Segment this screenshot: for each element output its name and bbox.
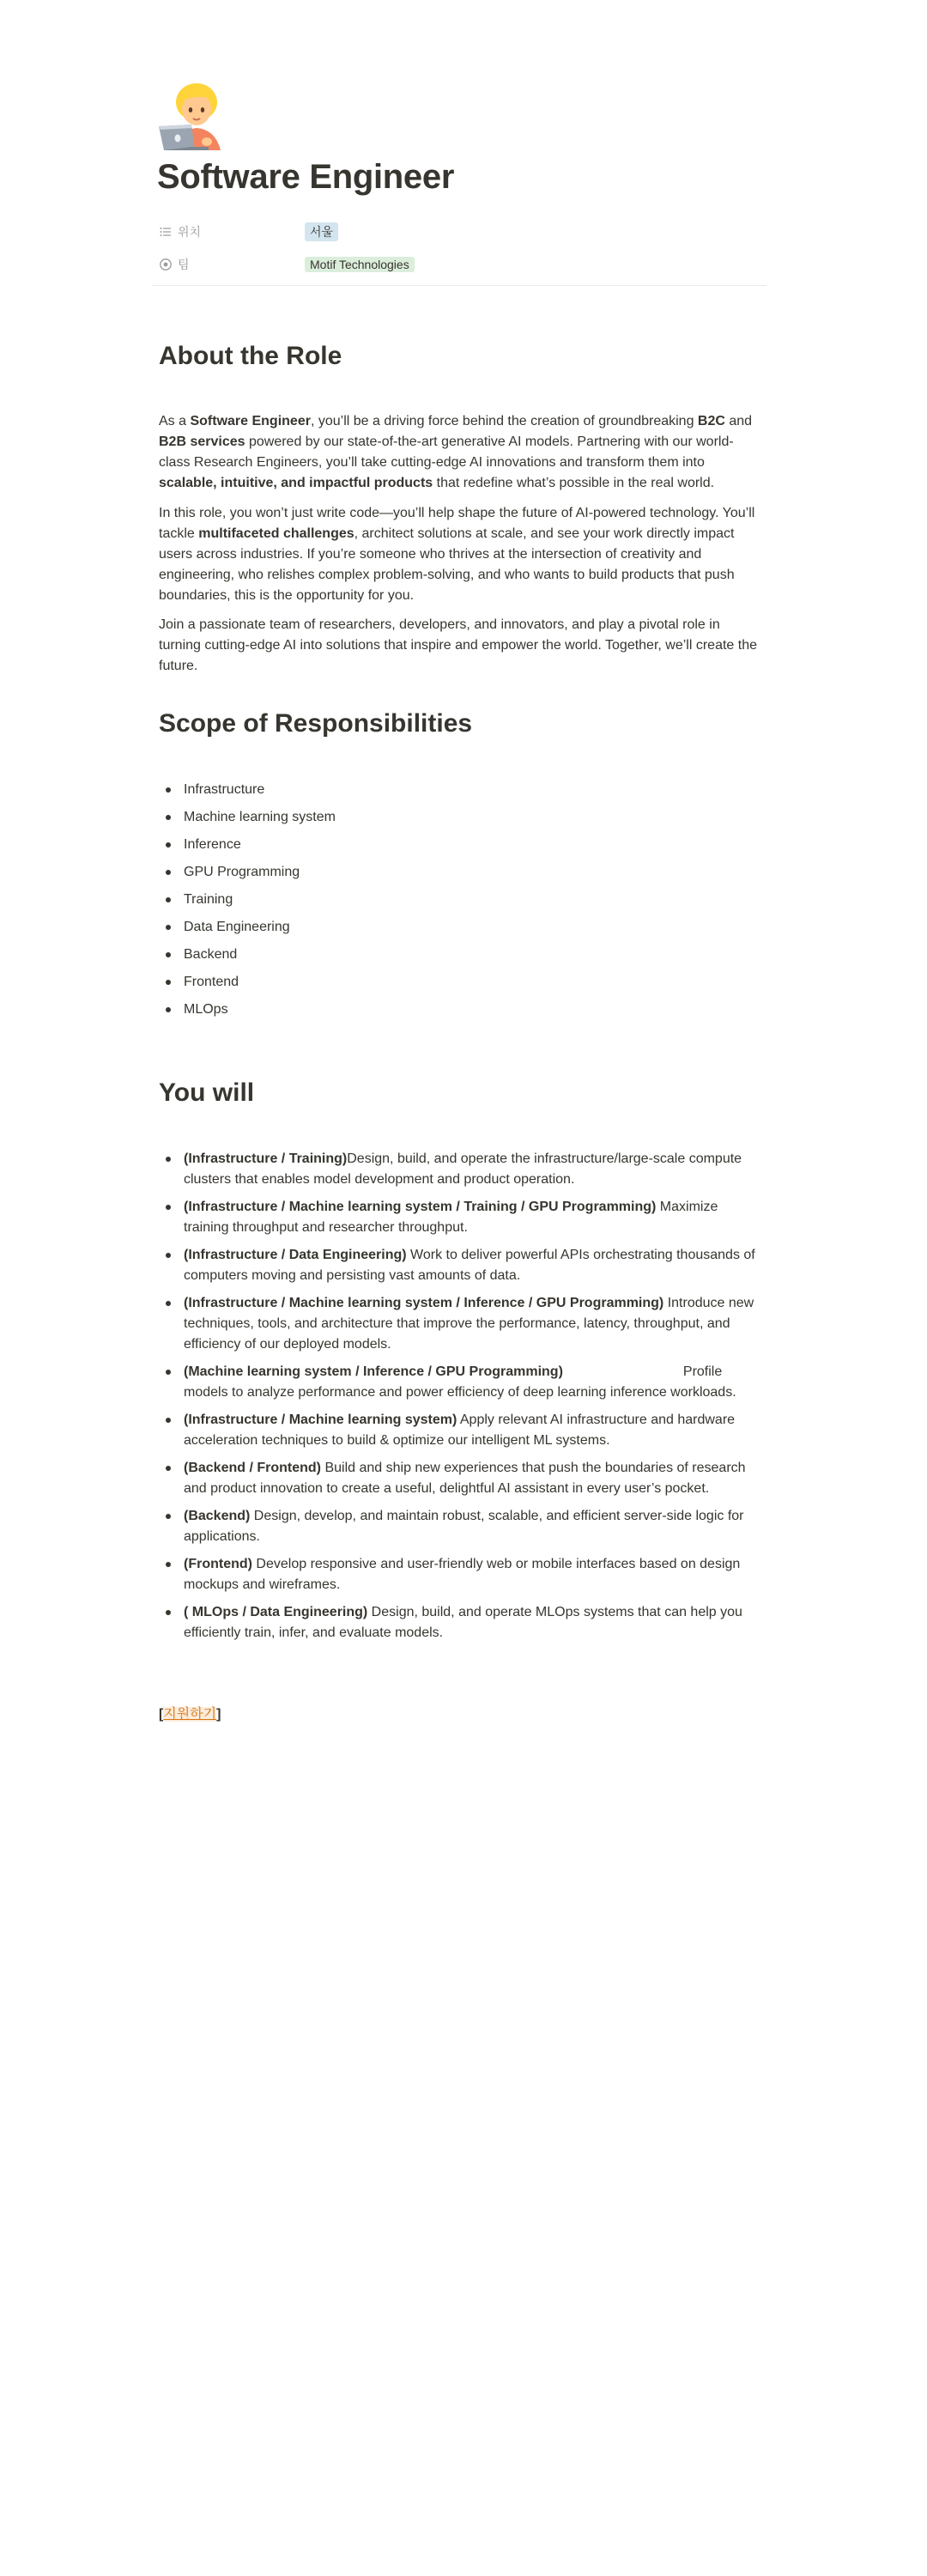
list-item: Machine learning system bbox=[159, 807, 765, 828]
list-item bbox=[159, 1149, 765, 1190]
list-item bbox=[159, 1245, 765, 1286]
area-tag: (Machine learning system / Inference / GPU Programming) bbox=[184, 1364, 563, 1379]
target-icon bbox=[159, 258, 173, 271]
person-with-laptop-icon[interactable] bbox=[157, 82, 226, 150]
text-span: As a bbox=[159, 414, 191, 428]
area-tag: ( MLOps / Data Engineering) bbox=[184, 1605, 368, 1619]
text-span: , architect solutions at scale, and see your work directly impact users across industries. If you’re someone who thrives at the intersection of creativity and engineering, who relishes complex problem-solving, and who wants to build products that push boundaries, this is the opportunity for you. bbox=[159, 526, 735, 603]
bold-span: scalable, intuitive, and impactful products bbox=[159, 476, 433, 490]
list-item bbox=[159, 1458, 765, 1499]
list-item: Backend bbox=[159, 945, 765, 965]
list-item: Frontend bbox=[159, 972, 765, 993]
properties-divider bbox=[152, 285, 766, 286]
property-label: 팀 bbox=[178, 258, 190, 271]
text-span: In this role, you won’t just write code—you’ll help shape the future of AI-powered technology. You’ll tackle bbox=[159, 506, 755, 541]
text-span: and bbox=[724, 414, 753, 428]
list-item: GPU Programming bbox=[159, 862, 765, 883]
list-item: Inference bbox=[159, 835, 765, 855]
property-row-location[interactable] bbox=[159, 222, 338, 242]
list-item: Infrastructure bbox=[159, 780, 765, 800]
item-text: Design, build, and operate MLOps systems that can help you efficiently train, infer, and evaluate models. bbox=[184, 1605, 742, 1640]
text-span: , you’ll be a driving force behind the creation of groundbreaking bbox=[310, 414, 698, 428]
item-text: Maximize training throughput and researcher throughput. bbox=[184, 1200, 718, 1235]
property-name-team bbox=[159, 256, 305, 273]
text-span: powered by our state-of-the-art generative AI models. Partnering with our world-class Research Engineers, you’ll take cutting-edge AI innovations and transform them into bbox=[159, 434, 734, 470]
list-item: Training bbox=[159, 890, 765, 910]
about-paragraph-1 bbox=[159, 411, 760, 494]
list-item bbox=[159, 1506, 765, 1547]
apply-line bbox=[159, 1704, 221, 1725]
area-tag: (Infrastructure / Training) bbox=[184, 1151, 348, 1166]
team-tag[interactable]: Motif Technologies bbox=[305, 257, 415, 272]
page-title: Software Engineer bbox=[157, 158, 455, 196]
property-label: 위치 bbox=[178, 225, 202, 239]
item-text: Introduce new techniques, tools, and architecture that improve the performance, latency, throughput, and efficiency of our deployed models. bbox=[184, 1296, 754, 1352]
bold-span: multifaceted challenges bbox=[198, 526, 354, 541]
area-tag: (Backend / Frontend) bbox=[184, 1461, 322, 1475]
area-tag: (Frontend) bbox=[184, 1557, 252, 1571]
list-item: MLOps bbox=[159, 999, 765, 1020]
area-tag: (Infrastructure / Machine learning system / Training / GPU Programming) bbox=[184, 1200, 657, 1214]
you-will-heading: You will bbox=[159, 1078, 255, 1107]
about-paragraph-2 bbox=[159, 503, 760, 606]
property-name-location bbox=[159, 223, 305, 240]
apply-link[interactable]: 지원하기 bbox=[163, 1707, 217, 1722]
item-text: Design, build, and operate the infrastructure/large-scale compute clusters that enables model development and product operation. bbox=[184, 1151, 742, 1187]
item-text: Build and ship new experiences that push the boundaries of research and product innovation to create a useful, delightful AI assistant in every user’s pocket. bbox=[184, 1461, 746, 1496]
bold-span: Software Engineer bbox=[190, 414, 311, 428]
area-tag: (Infrastructure / Data Engineering) bbox=[184, 1248, 407, 1262]
you-will-list bbox=[159, 1149, 765, 1650]
location-tag[interactable]: 서울 bbox=[305, 222, 338, 241]
text-span: that redefine what’s possible in the real world. bbox=[433, 476, 715, 490]
list-item bbox=[159, 1602, 765, 1643]
bracket: [ bbox=[159, 1707, 164, 1722]
area-tag: (Infrastructure / Machine learning system) bbox=[184, 1413, 457, 1427]
item-text: Apply relevant AI infrastructure and hardware acceleration techniques to build & optimize our intelligent ML systems. bbox=[184, 1413, 736, 1448]
area-tag: (Backend) bbox=[184, 1509, 251, 1523]
item-text: Design, develop, and maintain robust, scalable, and efficient server-side logic for applications. bbox=[184, 1509, 744, 1544]
bold-span: B2C bbox=[697, 414, 725, 428]
scope-heading: Scope of Responsibilities bbox=[159, 709, 473, 738]
list-item: Data Engineering bbox=[159, 917, 765, 938]
list-item bbox=[159, 1362, 765, 1403]
property-row-team[interactable] bbox=[159, 254, 415, 275]
list-item bbox=[159, 1554, 765, 1595]
bracket: ] bbox=[216, 1707, 221, 1722]
item-text: Work to deliver powerful APIs orchestrating thousands of computers moving and persisting vast amounts of data. bbox=[184, 1248, 755, 1283]
item-text: Profile models to analyze performance and power efficiency of deep learning inference workloads. bbox=[184, 1364, 736, 1400]
scope-list bbox=[159, 780, 765, 1027]
about-paragraph-3: Join a passionate team of researchers, developers, and innovators, and play a pivotal role in turning cutting-edge AI into solutions that inspire and empower the world. Together, we’ll create the future. bbox=[159, 617, 758, 673]
about-heading: About the Role bbox=[159, 342, 342, 370]
item-text: Develop responsive and user-friendly web or mobile interfaces based on design mockups and wireframes. bbox=[184, 1557, 741, 1592]
list-item bbox=[159, 1410, 765, 1451]
bold-span: B2B services bbox=[159, 434, 245, 449]
area-tag: (Infrastructure / Machine learning system / Inference / GPU Programming) bbox=[184, 1296, 664, 1310]
list-item bbox=[159, 1197, 765, 1238]
list-item bbox=[159, 1293, 765, 1355]
list-icon bbox=[159, 225, 173, 239]
